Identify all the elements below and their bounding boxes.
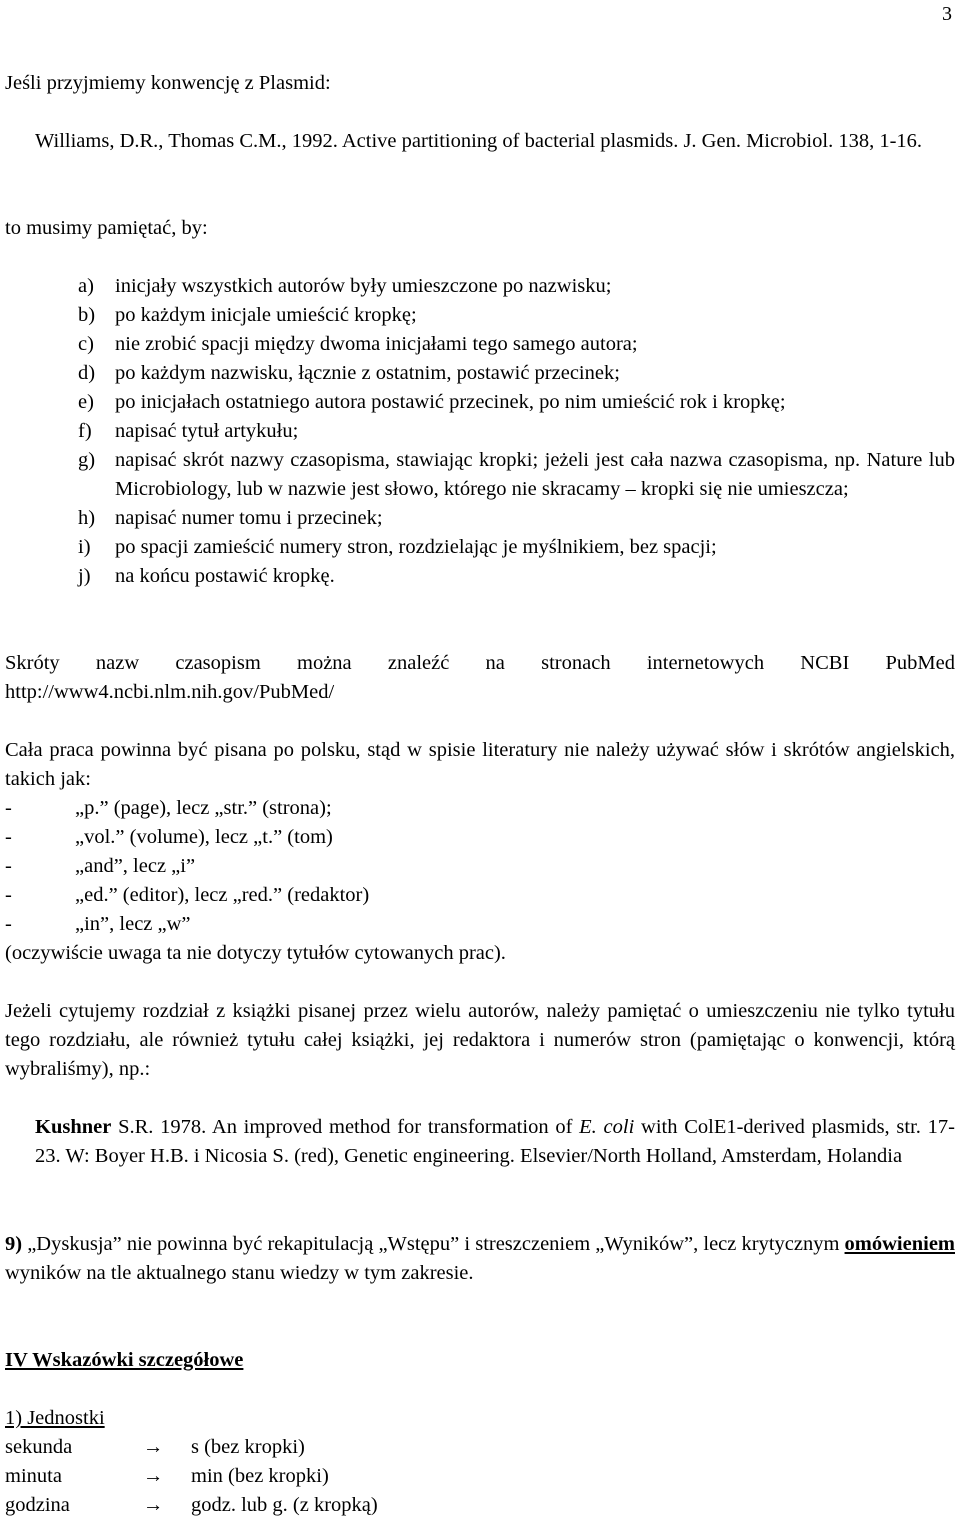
remember-line: to musimy pamiętać, by:: [5, 217, 208, 239]
species-name: E. coli: [579, 1116, 635, 1138]
rules-list: [78, 272, 955, 591]
arrow-icon: →: [143, 1494, 164, 1516]
example-reference: Williams, D.R., Thomas C.M., 1992. Active partitioning of bacterial plasmids. J. Gen. Microbiol. 138, 1-16.: [35, 130, 923, 152]
list-item: - „in”, lecz „w”: [5, 913, 191, 935]
list-item: f) napisać tytuł artykułu;: [78, 420, 299, 442]
list-item: b) po każdym inicjale umieścić kropkę;: [78, 304, 417, 326]
polish-language-paragraph: Cała praca powinna być pisana po polsku, stąd w spisie literatury nie należy używać słów i skrótów angielskich, takich jak:: [5, 739, 955, 790]
list-item: sekunda → s (bez kropki): [5, 1433, 705, 1462]
kushner-reference: Kushner S.R. 1978. An improved method for transformation of E. coli with ColE1-derived plasmids, str. 17-23. W: Boyer H.B. i Nicosia S. (red), Genetic engineering. Elsevier/North Holland, Amsterdam, Holandia: [35, 1116, 955, 1167]
abbreviations-paragraph: Skróty nazw czasopism można znaleźć na stronach internetowych NCBI PubMed http://www4.ncbi.nlm.nih.gov/PubMed/: [5, 652, 955, 703]
intro-line: Jeśli przyjmiemy konwencję z Plasmid:: [5, 72, 331, 94]
list-item: g) napisać skrót nazwy czasopisma, stawiając kropki; jeżeli jest cała nazwa czasopisma, np. Nature lub Microbiology, lub w nazwie jest słowo, którego nie skracamy – kropki się nie umieszcza;: [78, 449, 955, 500]
list-item: h) napisać numer tomu i przecinek;: [78, 507, 383, 529]
chapter-citation-paragraph: Jeżeli cytujemy rozdział z książki pisanej przez wielu autorów, należy pamiętać o umieszczeniu nie tylko tytułu tego rozdziału, ale również tytułu całej książki, jej redaktora i numerów stron (pamiętając o konwencji, którą wybraliśmy), np.:: [5, 1000, 955, 1080]
dash-list: [5, 794, 805, 939]
emphasized-word: omówieniem: [844, 1233, 955, 1255]
note-line: (oczywiście uwaga ta nie dotyczy tytułów cytowanych prac).: [5, 942, 506, 964]
arrow-icon: →: [143, 1436, 164, 1458]
list-item: - „and”, lecz „i”: [5, 855, 196, 877]
list-item: i) po spacji zamieścić numery stron, rozdzielając je myślnikiem, bez spacji;: [78, 536, 717, 558]
list-item: - „ed.” (editor), lecz „red.” (redaktor): [5, 884, 370, 906]
units-table: [5, 1433, 705, 1520]
list-item: e) po inicjałach ostatniego autora postawić przecinek, po nim umieścić rok i kropkę;: [78, 391, 786, 413]
list-item: minuta → min (bez kropki): [5, 1462, 705, 1491]
list-item: c) nie zrobić spacji między dwoma inicjałami tego samego autora;: [78, 333, 638, 355]
list-item: j) na końcu postawić kropkę.: [78, 565, 335, 587]
point-number: 9): [5, 1233, 23, 1255]
list-item: - „vol.” (volume), lecz „t.” (tom): [5, 826, 333, 848]
arrow-icon: →: [143, 1465, 164, 1487]
list-item: godzina → godz. lub g. (z kropką): [5, 1491, 705, 1520]
list-item: - „p.” (page), lecz „str.” (strona);: [5, 797, 332, 819]
discussion-paragraph: 9) „Dyskusja” nie powinna być rekapitulacją „Wstępu” i streszczeniem „Wyników”, lecz krytycznym omówieniem wyników na tle aktualnego stanu wiedzy w tym zakresie.: [5, 1233, 955, 1284]
list-item: d) po każdym nazwisku, łącznie z ostatnim, postawić przecinek;: [78, 362, 620, 384]
kushner-author: Kushner: [35, 1116, 112, 1138]
list-item: a) inicjały wszystkich autorów były umieszczone po nazwisku;: [78, 275, 612, 297]
page-number: 3: [942, 3, 952, 25]
subsection-title: 1) Jednostki: [5, 1407, 105, 1429]
section-title: IV Wskazówki szczegółowe: [5, 1349, 244, 1371]
